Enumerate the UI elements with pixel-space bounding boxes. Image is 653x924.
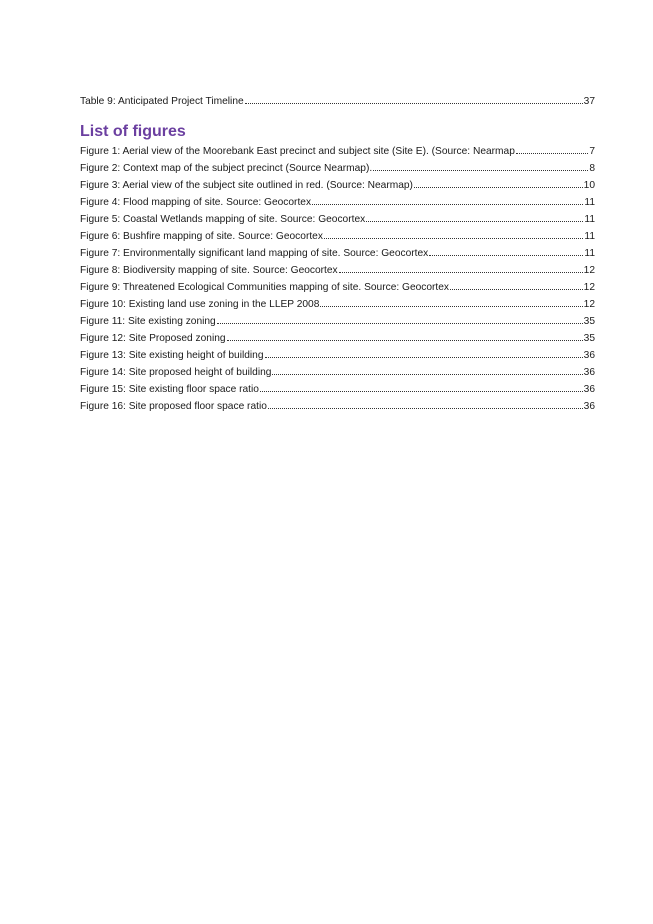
- toc-entry-figure[interactable]: [80, 364, 595, 381]
- toc-leader-dots: [429, 254, 583, 256]
- toc-entry-label: Figure 13: Site existing height of building: [80, 350, 264, 361]
- toc-entry-label: Figure 5: Coastal Wetlands mapping of site. Source: Geocortex: [80, 214, 366, 225]
- toc-entry-figure[interactable]: [80, 296, 595, 313]
- toc-entry-label: Figure 14: Site proposed height of building: [80, 367, 272, 378]
- toc-entry-page-number: 36: [583, 384, 595, 395]
- list-of-tables: [80, 93, 595, 110]
- toc-entry-label: Figure 11: Site existing zoning: [80, 316, 216, 327]
- toc-leader-dots: [414, 186, 583, 188]
- list-of-figures-heading: List of figures: [80, 123, 186, 140]
- toc-leader-dots: [373, 169, 588, 171]
- toc-entry-label: Figure 15: Site existing floor space ratio: [80, 384, 259, 395]
- toc-leader-dots: [324, 237, 583, 239]
- toc-leader-dots: [272, 373, 582, 375]
- toc-entry-page-number: 12: [583, 282, 595, 293]
- toc-entry-label: Figure 7: Environmentally significant land mapping of site. Source: Geocortex: [80, 248, 429, 259]
- toc-leader-dots: [320, 305, 582, 307]
- toc-entry-page-number: 11: [584, 248, 595, 259]
- toc-entry-figure[interactable]: [80, 279, 595, 296]
- toc-entry-figure[interactable]: [80, 177, 595, 194]
- toc-entry-page-number: 11: [584, 214, 595, 225]
- list-of-figures: [80, 143, 595, 415]
- toc-leader-dots: [268, 407, 583, 409]
- toc-entry-page-number: 12: [583, 299, 595, 310]
- toc-leader-dots: [217, 322, 583, 324]
- toc-entry-figure[interactable]: [80, 330, 595, 347]
- toc-entry-label: Table 9: Anticipated Project Timeline: [80, 96, 244, 107]
- toc-entry-figure[interactable]: [80, 398, 595, 415]
- toc-entry-figure[interactable]: [80, 381, 595, 398]
- toc-leader-dots: [516, 152, 588, 154]
- toc-entry-label: Figure 4: Flood mapping of site. Source: Geocortex: [80, 197, 312, 208]
- toc-entry-figure[interactable]: [80, 211, 595, 228]
- toc-entry-page-number: 35: [583, 316, 595, 327]
- toc-entry-figure[interactable]: [80, 245, 595, 262]
- toc-entry-figure[interactable]: [80, 160, 595, 177]
- toc-entry-table-9[interactable]: [80, 93, 595, 110]
- toc-entry-page-number: 11: [584, 197, 595, 208]
- toc-entry-figure[interactable]: [80, 143, 595, 160]
- toc-entry-figure[interactable]: [80, 194, 595, 211]
- toc-leader-dots: [245, 102, 583, 104]
- toc-entry-page-number: 36: [583, 367, 595, 378]
- toc-entry-page-number: 10: [583, 180, 595, 191]
- toc-entry-label: Figure 1: Aerial view of the Moorebank East precinct and subject site (Site E). (Source: Nearmap: [80, 146, 515, 157]
- toc-leader-dots: [265, 356, 583, 358]
- toc-leader-dots: [312, 203, 583, 205]
- toc-leader-dots: [260, 390, 583, 392]
- toc-entry-page-number: 36: [583, 350, 595, 361]
- toc-entry-label: Figure 9: Threatened Ecological Communities mapping of site. Source: Geocortex: [80, 282, 450, 293]
- toc-entry-page-number: 11: [584, 231, 595, 242]
- toc-entry-label: Figure 2: Context map of the subject precinct (Source Nearmap).: [80, 163, 373, 174]
- toc-entry-page-number: 37: [583, 96, 595, 107]
- toc-entry-page-number: 8: [589, 163, 595, 174]
- toc-entry-figure[interactable]: [80, 347, 595, 364]
- toc-entry-page-number: 7: [589, 146, 595, 157]
- toc-leader-dots: [227, 339, 583, 341]
- toc-leader-dots: [450, 288, 583, 290]
- toc-entry-figure[interactable]: [80, 262, 595, 279]
- toc-entry-page-number: 36: [583, 401, 595, 412]
- toc-entry-label: Figure 3: Aerial view of the subject site outlined in red. (Source: Nearmap): [80, 180, 413, 191]
- toc-entry-page-number: 35: [583, 333, 595, 344]
- toc-entry-figure[interactable]: [80, 228, 595, 245]
- toc-entry-figure[interactable]: [80, 313, 595, 330]
- toc-entry-label: Figure 10: Existing land use zoning in the LLEP 2008: [80, 299, 320, 310]
- toc-entry-label: Figure 16: Site proposed floor space ratio: [80, 401, 267, 412]
- toc-entry-label: Figure 12: Site Proposed zoning: [80, 333, 226, 344]
- toc-leader-dots: [366, 220, 583, 222]
- toc-entry-label: Figure 8: Biodiversity mapping of site. Source: Geocortex: [80, 265, 338, 276]
- toc-entry-page-number: 12: [583, 265, 595, 276]
- toc-leader-dots: [339, 271, 583, 273]
- toc-entry-label: Figure 6: Bushfire mapping of site. Source: Geocortex: [80, 231, 323, 242]
